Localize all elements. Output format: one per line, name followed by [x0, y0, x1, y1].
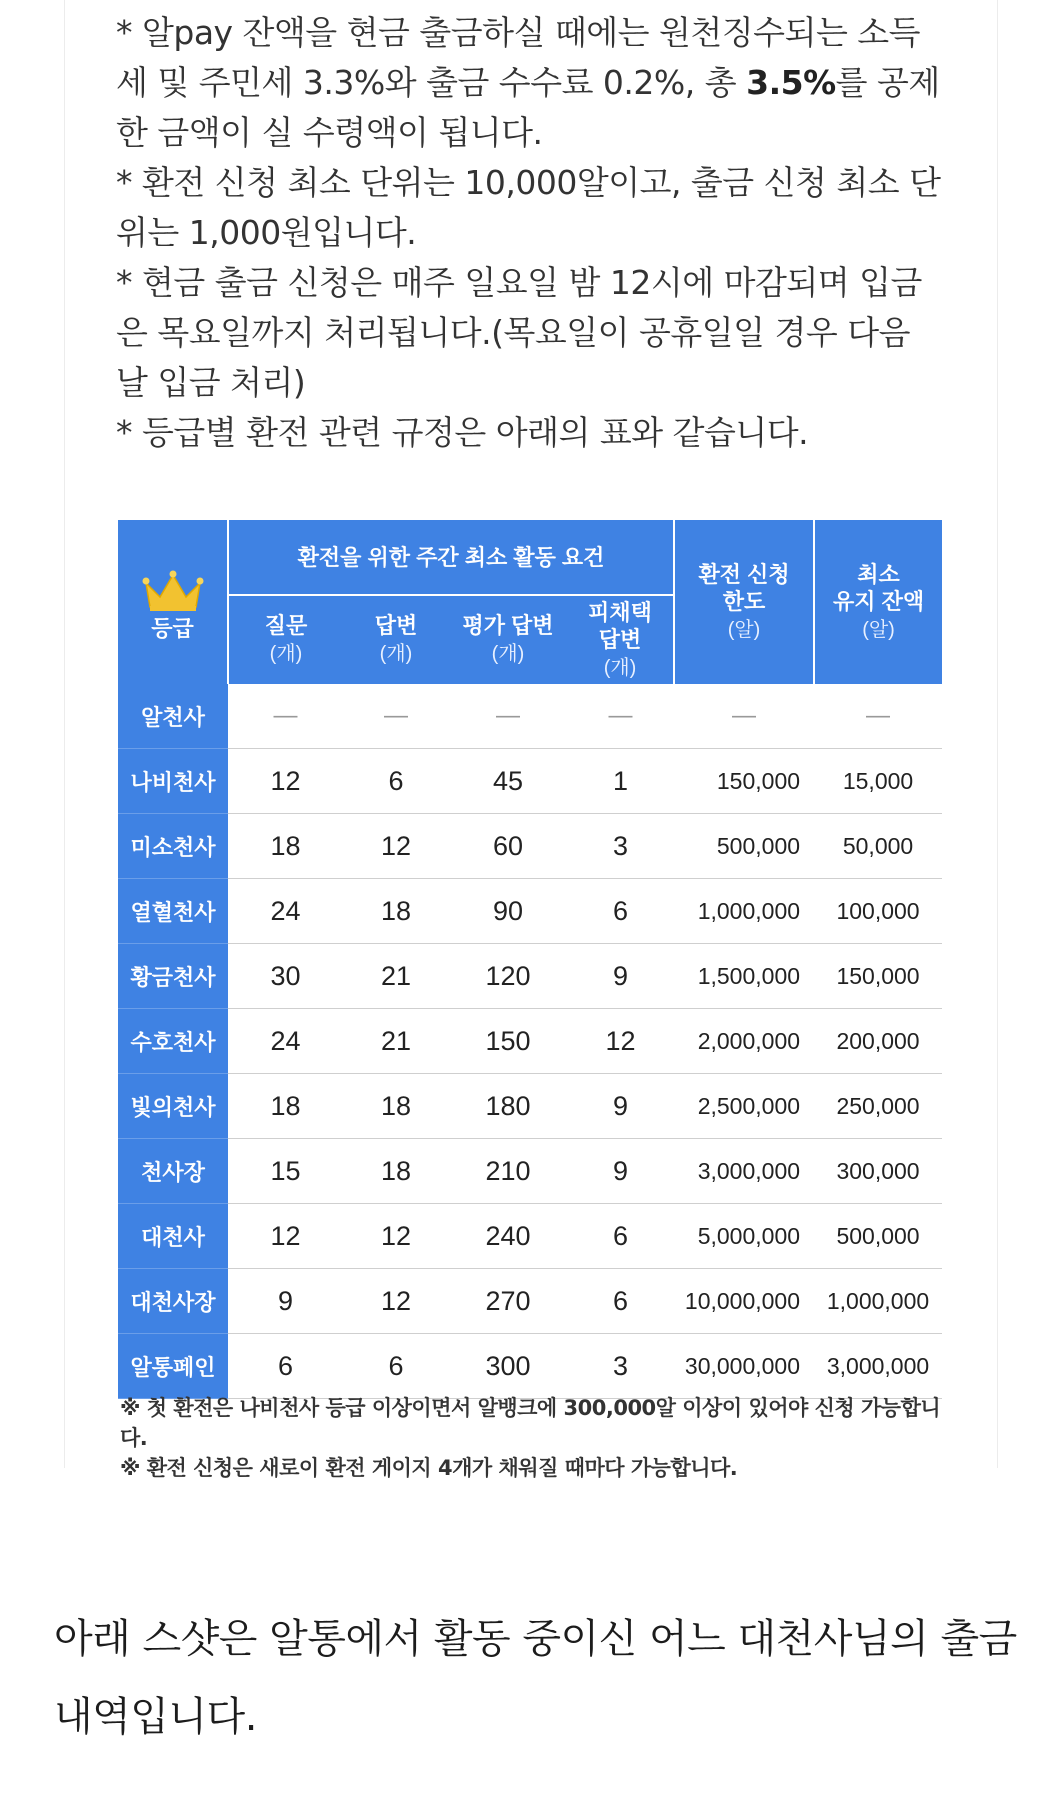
- note-grade-rules: * 등급별 환전 관련 규정은 아래의 표와 같습니다.: [116, 413, 809, 452]
- cell-rejected: 6: [567, 1269, 674, 1334]
- cell-limit: 10,000,000: [674, 1269, 814, 1334]
- cell-limit: 1,000,000: [674, 879, 814, 944]
- cell-rejected: 1: [567, 749, 674, 814]
- grade-table-body: [118, 684, 942, 1399]
- cell-rejected: 9: [567, 1074, 674, 1139]
- cell-min-balance: 15,000: [814, 749, 942, 814]
- table-row: [118, 749, 942, 814]
- table-row: [118, 1009, 942, 1074]
- cell-rated: 300: [449, 1334, 567, 1399]
- notes-section: [116, 8, 976, 458]
- cell-answers: 21: [343, 944, 449, 1009]
- cell-answers: 6: [343, 1334, 449, 1399]
- answers-header: 답변 (개): [343, 595, 449, 684]
- table-row: [118, 944, 942, 1009]
- cell-questions: 12: [228, 1204, 343, 1269]
- cell-answers: —: [343, 684, 449, 749]
- cell-answers: 6: [343, 749, 449, 814]
- cell-rated: 120: [449, 944, 567, 1009]
- cell-questions: 12: [228, 749, 343, 814]
- cell-min-balance: 500,000: [814, 1204, 942, 1269]
- cell-limit: 1,500,000: [674, 944, 814, 1009]
- questions-header: 질문 (개): [228, 595, 343, 684]
- cell-limit: 2,000,000: [674, 1009, 814, 1074]
- cell-questions: 6: [228, 1334, 343, 1399]
- cell-min-balance: 100,000: [814, 879, 942, 944]
- table-row: [118, 814, 942, 879]
- cell-rejected: 6: [567, 1204, 674, 1269]
- cell-questions: 9: [228, 1269, 343, 1334]
- post-body-text: [54, 1600, 1034, 1756]
- cell-questions: 30: [228, 944, 343, 1009]
- table-row: [118, 1269, 942, 1334]
- cell-min-balance: 3,000,000: [814, 1334, 942, 1399]
- cell-answers: 21: [343, 1009, 449, 1074]
- cell-rejected: 9: [567, 1139, 674, 1204]
- table-row: [118, 1074, 942, 1139]
- grade-header: 등급: [118, 520, 228, 684]
- exchange-limit-header: 환전 신청 한도 (알): [674, 520, 814, 684]
- table-row: [118, 879, 942, 944]
- cell-answers: 18: [343, 1139, 449, 1204]
- cell-rejected: 12: [567, 1009, 674, 1074]
- cell-rated: 240: [449, 1204, 567, 1269]
- cell-limit: 500,000: [674, 814, 814, 879]
- cell-rated: 45: [449, 749, 567, 814]
- cell-min-balance: 250,000: [814, 1074, 942, 1139]
- table-row: [118, 1139, 942, 1204]
- cell-limit: 3,000,000: [674, 1139, 814, 1204]
- cell-limit: —: [674, 684, 814, 749]
- cell-questions: 15: [228, 1139, 343, 1204]
- grade-name: 알천사: [118, 684, 228, 749]
- note-min-unit: * 환전 신청 최소 단위는 10,000알이고, 출금 신청 최소 단 위는 1,000원입니다.: [116, 163, 941, 252]
- cell-rated: 270: [449, 1269, 567, 1334]
- cell-rated: 90: [449, 879, 567, 944]
- cell-questions: 24: [228, 879, 343, 944]
- rejected-answers-header: 피채택 답변 (개): [567, 595, 674, 684]
- grade-name: 천사장: [118, 1139, 228, 1204]
- table-row: [118, 684, 942, 749]
- grade-table-wrap: [118, 520, 942, 1399]
- cell-limit: 5,000,000: [674, 1204, 814, 1269]
- min-balance-header: 최소 유지 잔액 (알): [814, 520, 942, 684]
- cell-rejected: 9: [567, 944, 674, 1009]
- note-schedule: * 현금 출금 신청은 매주 일요일 밤 12시에 마감되며 입금 은 목요일까지 처리됩니다.(목요일이 공휴일일 경우 다음 날 입금 처리): [116, 263, 922, 402]
- grade-name: 미소천사: [118, 814, 228, 879]
- cell-answers: 12: [343, 1204, 449, 1269]
- cell-min-balance: 1,000,000: [814, 1269, 942, 1334]
- grade-name: 대천사장: [118, 1269, 228, 1334]
- cell-rejected: 3: [567, 1334, 674, 1399]
- cell-rated: —: [449, 684, 567, 749]
- footnote-gauge: ※ 환전 신청은 새로이 환전 게이지 4개가 채워질 때마다 가능합니다.: [120, 1456, 738, 1480]
- cell-min-balance: 200,000: [814, 1009, 942, 1074]
- crown-icon: [142, 569, 204, 613]
- cell-limit: 30,000,000: [674, 1334, 814, 1399]
- cell-limit: 150,000: [674, 749, 814, 814]
- note-fee: * 알pay 잔액을 현금 출금하실 때에는 원천징수되는 소득 세 및 주민세 3.3%와 출금 수수료 0.2%, 총 3.5%를 공제 한 금액이 실 수령액이 됩니다.: [116, 13, 940, 152]
- grade-table: [118, 520, 942, 1399]
- cell-rejected: —: [567, 684, 674, 749]
- cell-min-balance: 150,000: [814, 944, 942, 1009]
- table-footnotes: [120, 1393, 960, 1483]
- cell-rejected: 6: [567, 879, 674, 944]
- rated-answers-header: 평가 답변 (개): [449, 595, 567, 684]
- screenshot-intro: 아래 스샷은 알통에서 활동 중이신 어느 대천사님의 출금 내역입니다.: [54, 1616, 1017, 1740]
- grade-name: 황금천사: [118, 944, 228, 1009]
- cell-answers: 18: [343, 1074, 449, 1139]
- cell-min-balance: 50,000: [814, 814, 942, 879]
- cell-questions: 18: [228, 1074, 343, 1139]
- cell-min-balance: 300,000: [814, 1139, 942, 1204]
- cell-limit: 2,500,000: [674, 1074, 814, 1139]
- footnote-first-exchange: ※ 첫 환전은 나비천사 등급 이상이면서 알뱅크에 300,000알 이상이 있어야 신청 가능합니다.: [120, 1396, 941, 1450]
- grade-name: 수호천사: [118, 1009, 228, 1074]
- cell-rated: 210: [449, 1139, 567, 1204]
- grade-name: 대천사: [118, 1204, 228, 1269]
- grade-name: 나비천사: [118, 749, 228, 814]
- cell-answers: 18: [343, 879, 449, 944]
- total-rate: 3.5%: [746, 63, 836, 102]
- cell-rejected: 3: [567, 814, 674, 879]
- cell-questions: 18: [228, 814, 343, 879]
- cell-min-balance: —: [814, 684, 942, 749]
- grade-name: 알통페인: [118, 1334, 228, 1399]
- grade-name: 빛의천사: [118, 1074, 228, 1139]
- cell-questions: —: [228, 684, 343, 749]
- table-row: [118, 1334, 942, 1399]
- cell-rated: 60: [449, 814, 567, 879]
- cell-answers: 12: [343, 814, 449, 879]
- cell-rated: 180: [449, 1074, 567, 1139]
- cell-questions: 24: [228, 1009, 343, 1074]
- cell-rated: 150: [449, 1009, 567, 1074]
- grade-name: 열혈천사: [118, 879, 228, 944]
- cell-answers: 12: [343, 1269, 449, 1334]
- table-row: [118, 1204, 942, 1269]
- activity-group-header: 환전을 위한 주간 최소 활동 요건: [228, 520, 674, 595]
